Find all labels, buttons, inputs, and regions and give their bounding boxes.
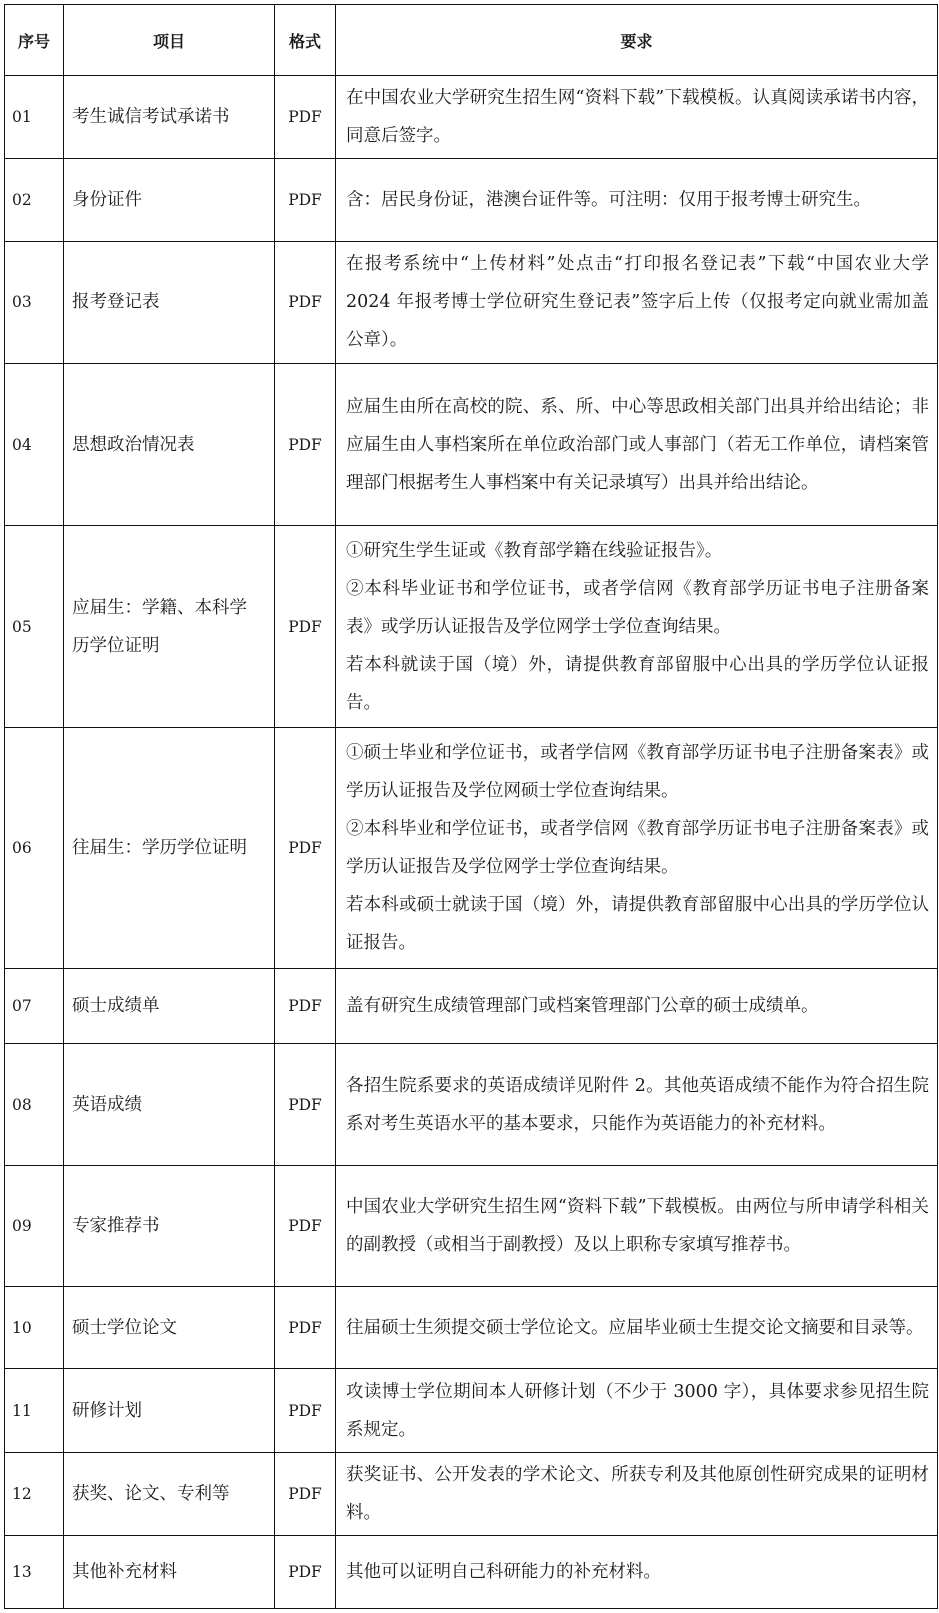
cell-format: PDF bbox=[275, 363, 336, 525]
item-line: 其他补充材料 bbox=[72, 1561, 177, 1582]
cell-item bbox=[64, 969, 275, 1044]
requirement-paragraph: 应届生由所在高校的院、系、所、中心等思政相关部门出具并给出结论；非应届生由人事档案所在单位政治部门或人事部门（若无工作单位，请档案管理部门根据考生人事档案中有关记录填写）出具并给出结论。 bbox=[346, 396, 929, 493]
requirement-paragraph: 其他可以证明自己科研能力的补充材料。 bbox=[346, 1561, 661, 1582]
cell-item bbox=[64, 241, 275, 363]
table-row bbox=[5, 1535, 938, 1608]
cell-item bbox=[64, 727, 275, 969]
item-line: 应届生：学籍、本科学 bbox=[72, 597, 247, 618]
cell-format: PDF bbox=[275, 1165, 336, 1286]
cell-requirement bbox=[336, 526, 938, 728]
cell-requirement bbox=[336, 1535, 938, 1608]
table-row bbox=[5, 1165, 938, 1286]
table-row bbox=[5, 727, 938, 969]
cell-num: 10 bbox=[5, 1287, 64, 1369]
requirement-paragraph: ①研究生学生证或《教育部学籍在线验证报告》。 bbox=[346, 540, 723, 561]
table-row bbox=[5, 526, 938, 728]
cell-requirement bbox=[336, 1452, 938, 1535]
item-line: 身份证件 bbox=[72, 189, 142, 210]
item-line: 获奖、论文、专利等 bbox=[72, 1483, 230, 1504]
cell-format: PDF bbox=[275, 159, 336, 241]
cell-num: 09 bbox=[5, 1165, 64, 1286]
table-row bbox=[5, 241, 938, 363]
cell-num: 07 bbox=[5, 969, 64, 1044]
requirement-paragraph: 中国农业大学研究生招生网“资料下载”下载模板。由两位与所申请学科相关的副教授（或相当于副教授）及以上职称专家填写推荐书。 bbox=[346, 1196, 929, 1255]
cell-format: PDF bbox=[275, 1369, 336, 1452]
cell-format: PDF bbox=[275, 1535, 336, 1608]
cell-format: PDF bbox=[275, 1287, 336, 1369]
requirement-paragraph: 在中国农业大学研究生招生网“资料下载”下载模板。认真阅读承诺书内容，同意后签字。 bbox=[346, 88, 929, 147]
cell-format: PDF bbox=[275, 526, 336, 728]
table-row bbox=[5, 1044, 938, 1165]
cell-item bbox=[64, 1369, 275, 1452]
cell-item bbox=[64, 159, 275, 241]
cell-requirement bbox=[336, 159, 938, 241]
item-line: 英语成绩 bbox=[72, 1094, 142, 1115]
cell-num: 13 bbox=[5, 1535, 64, 1608]
requirement-paragraph: 攻读博士学位期间本人研修计划（不少于 3000 字），具体要求参见招生院系规定。 bbox=[346, 1381, 929, 1440]
item-line: 硕士成绩单 bbox=[72, 996, 160, 1017]
item-line: 往届生：学历学位证明 bbox=[72, 838, 247, 859]
item-line: 考生诚信考试承诺书 bbox=[72, 107, 230, 128]
requirement-paragraph: ②本科毕业和学位证书，或者学信网《教育部学历证书电子注册备案表》或学历认证报告及学位网学士学位查询结果。 bbox=[346, 819, 929, 878]
table-body bbox=[5, 76, 938, 1609]
item-line: 研修计划 bbox=[72, 1400, 142, 1421]
requirement-paragraph: 盖有研究生成绩管理部门或档案管理部门公章的硕士成绩单。 bbox=[346, 996, 819, 1017]
cell-format: PDF bbox=[275, 1044, 336, 1165]
item-line: 专家推荐书 bbox=[72, 1215, 160, 1236]
cell-format: PDF bbox=[275, 76, 336, 159]
cell-format: PDF bbox=[275, 241, 336, 363]
cell-item bbox=[64, 1535, 275, 1608]
cell-num: 02 bbox=[5, 159, 64, 241]
table-row bbox=[5, 1452, 938, 1535]
requirement-paragraph: 获奖证书、公开发表的学术论文、所获专利及其他原创性研究成果的证明材料。 bbox=[346, 1464, 929, 1523]
requirement-paragraph: 含：居民身份证，港澳台证件等。可注明：仅用于报考博士研究生。 bbox=[346, 189, 871, 210]
header-item: 项目 bbox=[64, 5, 275, 76]
materials-table bbox=[4, 4, 938, 1609]
item-line: 硕士学位论文 bbox=[72, 1317, 177, 1338]
cell-requirement bbox=[336, 1287, 938, 1369]
table-row bbox=[5, 159, 938, 241]
cell-requirement bbox=[336, 363, 938, 525]
requirement-paragraph: 往届硕士生须提交硕士学位论文。应届毕业硕士生提交论文摘要和目录等。 bbox=[346, 1317, 924, 1338]
cell-num: 01 bbox=[5, 76, 64, 159]
cell-item bbox=[64, 76, 275, 159]
table-row bbox=[5, 1287, 938, 1369]
cell-requirement bbox=[336, 1165, 938, 1286]
cell-num: 08 bbox=[5, 1044, 64, 1165]
cell-requirement bbox=[336, 241, 938, 363]
cell-num: 05 bbox=[5, 526, 64, 728]
requirement-paragraph: ①硕士毕业和学位证书，或者学信网《教育部学历证书电子注册备案表》或学历认证报告及学位网硕士学位查询结果。 bbox=[346, 743, 929, 802]
cell-format: PDF bbox=[275, 969, 336, 1044]
cell-num: 06 bbox=[5, 727, 64, 969]
item-line: 历学位证明 bbox=[72, 635, 160, 656]
cell-requirement bbox=[336, 76, 938, 159]
table-header-row bbox=[5, 5, 938, 76]
header-num: 序号 bbox=[5, 5, 64, 76]
item-line: 思想政治情况表 bbox=[72, 434, 195, 455]
cell-num: 11 bbox=[5, 1369, 64, 1452]
table-row bbox=[5, 1369, 938, 1452]
cell-item bbox=[64, 1452, 275, 1535]
requirement-paragraph: ②本科毕业证书和学位证书，或者学信网《教育部学历证书电子注册备案表》或学历认证报告及学位网学士学位查询结果。 bbox=[346, 578, 929, 637]
cell-requirement bbox=[336, 1044, 938, 1165]
table-row bbox=[5, 363, 938, 525]
cell-num: 03 bbox=[5, 241, 64, 363]
requirement-paragraph: 若本科就读于国（境）外，请提供教育部留服中心出具的学历学位认证报告。 bbox=[346, 654, 929, 713]
table-row bbox=[5, 76, 938, 159]
cell-num: 04 bbox=[5, 363, 64, 525]
header-requirement: 要求 bbox=[336, 5, 938, 76]
cell-item bbox=[64, 526, 275, 728]
cell-item bbox=[64, 1165, 275, 1286]
cell-num: 12 bbox=[5, 1452, 64, 1535]
cell-item bbox=[64, 1287, 275, 1369]
header-format: 格式 bbox=[275, 5, 336, 76]
cell-format: PDF bbox=[275, 727, 336, 969]
requirement-paragraph: 在报考系统中“上传材料”处点击“打印报名登记表”下载“中国农业大学 2024 年报考博士学位研究生登记表”签字后上传（仅报考定向就业需加盖公章）。 bbox=[346, 254, 929, 351]
cell-requirement bbox=[336, 969, 938, 1044]
table-row bbox=[5, 969, 938, 1044]
cell-item bbox=[64, 1044, 275, 1165]
cell-requirement bbox=[336, 1369, 938, 1452]
cell-format: PDF bbox=[275, 1452, 336, 1535]
requirement-paragraph: 各招生院系要求的英语成绩详见附件 2。其他英语成绩不能作为符合招生院系对考生英语水平的基本要求，只能作为英语能力的补充材料。 bbox=[346, 1075, 929, 1134]
item-line: 报考登记表 bbox=[72, 292, 160, 313]
requirement-paragraph: 若本科或硕士就读于国（境）外，请提供教育部留服中心出具的学历学位认证报告。 bbox=[346, 895, 929, 954]
cell-requirement bbox=[336, 727, 938, 969]
cell-item bbox=[64, 363, 275, 525]
